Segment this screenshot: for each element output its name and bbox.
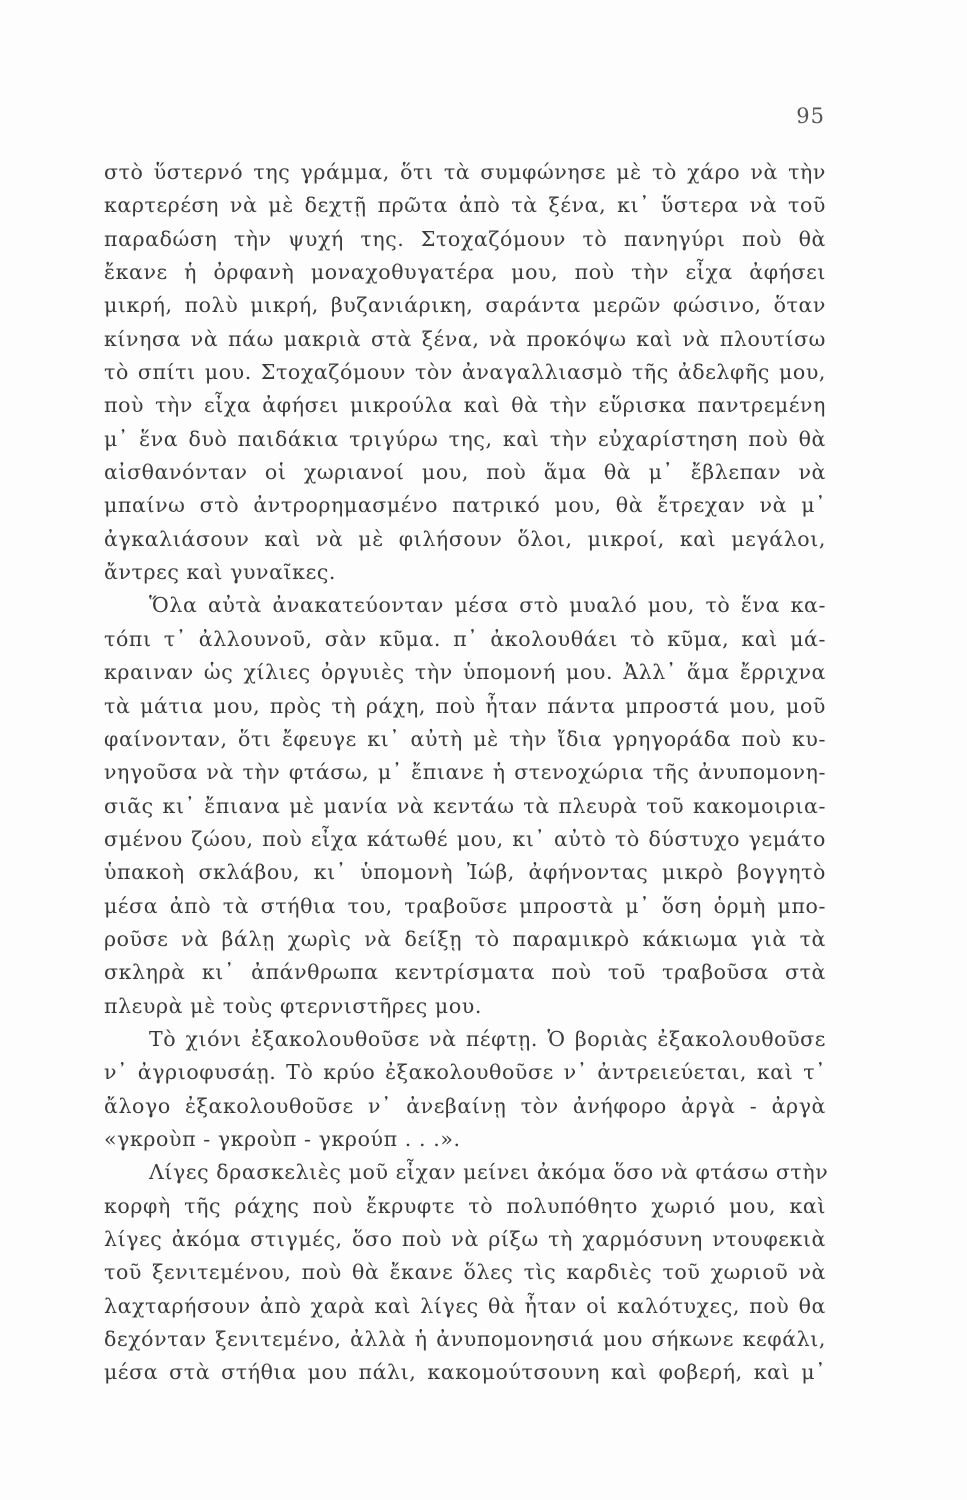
text-line: ποὺ τὴν εἶχα ἀφήσει μικρούλα καὶ θὰ τὴν εὕρισκα παντρεμένη — [104, 393, 826, 418]
text-line: τόπι τ᾽ ἀλλουνοῦ, σὰν κῦμα. π᾽ ἀκολουθάει τὸ κῦμα, καὶ μά- — [104, 626, 826, 651]
text-line: ροῦσε νὰ βάλῃ χωρὶς νὰ δείξῃ τὸ παραμικρὸ κάκιωμα γιὰ τὰ — [104, 926, 826, 951]
text-line: στὸ ὕστερνό της γράμμα, ὅτι τὰ συμφώνησε μὲ τὸ χάρο νὰ τὴν — [104, 160, 826, 184]
text-line: τὸ σπίτι μου. Στοχαζόμουν τὸν ἀναγαλλιασμὸ τῆς ἀδελφῆς μου, — [104, 360, 826, 385]
text-line: σκληρὰ κι᾽ ἀπάνθρωπα κεντρίσματα ποὺ τοῦ τραβοῦσα στὰ — [104, 960, 826, 985]
text-line: ἄλογο ἐξακολουθοῦσε ν᾽ ἀνεβαίνῃ τὸν ἀνήφορο ἀργὰ - ἀργὰ — [104, 1093, 826, 1118]
text-line: λαχταρήσουν ἀπὸ χαρὰ καὶ λίγες θὰ ἦταν οἱ καλότυχες, ποὺ θα — [104, 1293, 826, 1318]
body-text — [104, 156, 829, 1390]
text-line: τὰ μάτια μου, πρὸς τὴ ράχη, ποὺ ἦταν πάντα μπροστά μου, μοῦ — [104, 693, 826, 718]
text-line: κορφὴ τῆς ράχης ποὺ ἔκρυφτε τὸ πολυπόθητο χωριό μου, καὶ — [104, 1193, 826, 1218]
text-line: δεχόνταν ξενιτεμένο, ἀλλὰ ἡ ἀνυπομονησιά μου σήκωνε κεφάλι, — [104, 1327, 826, 1352]
text-line: παραδώση τὴν ψυχή της. Στοχαζόμουν τὸ πανηγύρι ποὺ θὰ — [104, 226, 826, 251]
text-line: Λίγες δρασκελιὲς μοῦ εἶχαν μείνει ἀκόμα ὅσο νὰ φτάσω στὴν — [149, 1160, 829, 1185]
text-line: σμένου ζώου, ποὺ εἶχα κάτωθέ μου, κι᾽ αὐτὸ τὸ δύστυχο γεμάτο — [104, 826, 826, 851]
text-line: ν᾽ ἀγριοφυσάῃ. Τὸ κρύο ἐξακολουθοῦσε ν᾽ ἀντρειεύεται, καὶ τ᾽ — [104, 1060, 826, 1085]
text-line: πλευρὰ μὲ τοὺς φτερνιστῆρες μου. — [104, 993, 482, 1018]
text-line: αἰσθανόνταν οἱ χωριανοί μου, ποὺ ἅμα θὰ μ᾽ ἔβλεπαν νὰ — [104, 460, 826, 485]
text-line: μέσα στὰ στήθια μου πάλι, κακομούτσουνη καὶ φοβερή, καὶ μ᾽ — [104, 1360, 826, 1385]
text-line: ἄντρες καὶ γυναῖκες. — [104, 560, 337, 585]
text-line: κραιναν ὡς χίλιες ὀργυιὲς τὴν ὑπομονή μου. Ἀλλ᾽ ἅμα ἔρριχνα — [104, 660, 826, 685]
text-line: ἀγκαλιάσουν καὶ νὰ μὲ φιλήσουν ὅλοι, μικροί, καὶ μεγάλοι, — [104, 526, 826, 551]
text-line: Ὅλα αὐτὰ ἀνακατεύονταν μέσα στὸ μυαλό μου, τὸ ἕνα κα- — [149, 593, 826, 618]
text-line: νηγοῦσα νὰ τὴν φτάσω, μ᾽ ἔπιανε ἡ στενοχώρια τῆς ἀνυπομονη- — [104, 760, 826, 785]
text-line: μπαίνω στὸ ἀντρορημασμένο πατρικό μου, θὰ ἔτρεχαν νὰ μ᾽ — [104, 493, 826, 518]
text-line: μ᾽ ἕνα δυὸ παιδάκια τριγύρω της, καὶ τὴν εὐχαρίστηση ποὺ θὰ — [104, 426, 826, 451]
text-line: ἔκανε ἡ ὀρφανὴ μοναχοθυγατέρα μου, ποὺ τὴν εἶχα ἀφήσει — [104, 260, 826, 285]
text-line: λίγες ἀκόμα στιγμές, ὅσο ποὺ νὰ ρίξω τὴ χαρμόσυνη ντουφεκιὰ — [104, 1227, 826, 1251]
text-line: κίνησα νὰ πάω μακριὰ στὰ ξένα, νὰ προκόψω καὶ νὰ πλουτίσω — [104, 326, 826, 351]
text-line: ὑπακοὴ σκλάβου, κι᾽ ὑπομονὴ Ἰώβ, ἀφήνοντας μικρὸ βογγητὸ — [104, 860, 826, 885]
page-number: 95 — [796, 104, 825, 128]
text-line: «γκροὺπ - γκροὺπ - γκρούπ . . .». — [104, 1126, 461, 1151]
text-line: καρτερέση νὰ μὲ δεχτῇ πρῶτα ἀπὸ τὰ ξένα, κι᾽ ὕστερα νὰ τοῦ — [104, 193, 826, 218]
text-line: σιᾶς κι᾽ ἔπιανα μὲ μανία νὰ κεντάω τὰ πλευρὰ τοῦ κακομοιρια- — [104, 793, 826, 818]
text-line: μέσα ἀπὸ τὰ στήθια του, τραβοῦσε μπροστὰ μ᾽ ὅση ὁρμὴ μπο- — [104, 893, 826, 918]
text-line: τοῦ ξενιτεμένου, ποὺ θὰ ἔκανε ὅλες τὶς καρδιὲς τοῦ χωριοῦ νὰ — [104, 1260, 826, 1285]
text-line: Τὸ χιόνι ἐξακολουθοῦσε νὰ πέφτῃ. Ὁ βοριὰς ἐξακολουθοῦσε — [149, 1026, 826, 1051]
text-line: μικρή, πολὺ μικρή, βυζανιάρικη, σαράντα μερῶν φώσινο, ὅταν — [104, 293, 826, 318]
text-line: φαίνονταν, ὅτι ἔφευγε κι᾽ αὐτὴ μὲ τὴν ἴδια γρηγοράδα ποὺ κυ- — [104, 726, 826, 751]
